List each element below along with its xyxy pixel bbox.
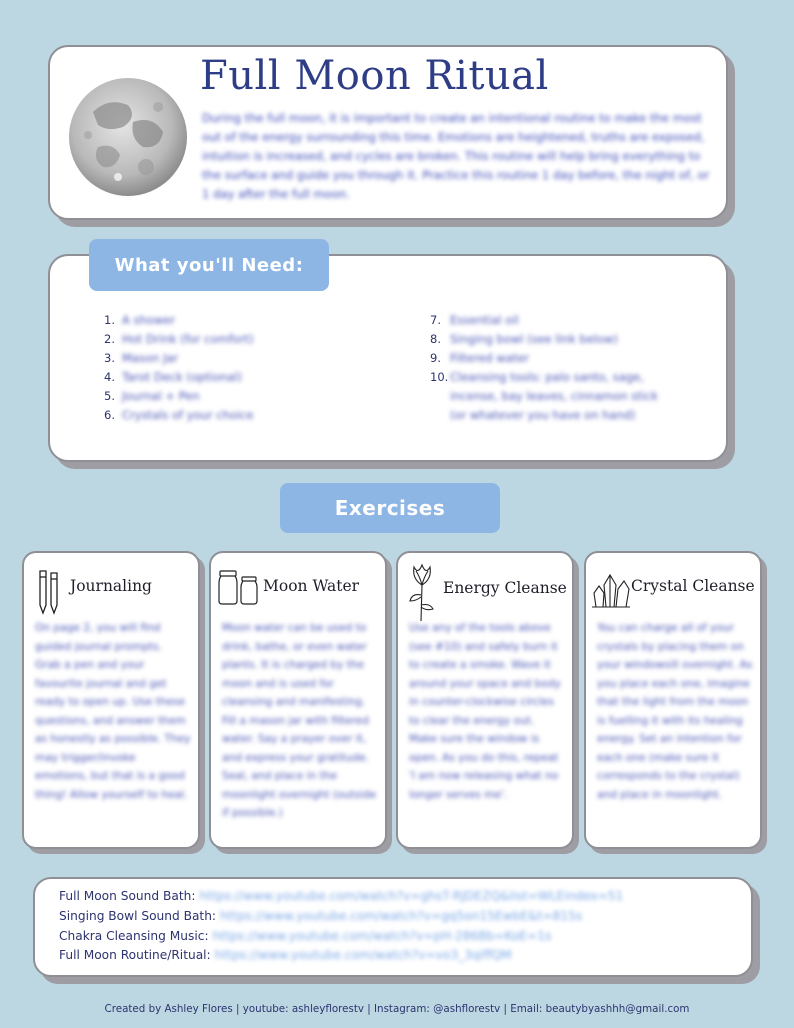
exercise-body: Moon water can be used to drink, bathe, or even water plants. It is charged by the moon and is used for cleansing and manifesting. Fill a mason jar with filtered water. Say a prayer over it, and express your gratitude. Seal, and place in the moonlight overnight (outside if possible.) [222, 622, 377, 819]
list-item: 8. Singing bowl (see link below) [430, 332, 618, 346]
exercise-title: Crystal Cleanse [631, 577, 755, 595]
link-row: Full Moon Sound Bath: https://www.youtube.com/watch?v=ghsT-RJDEZQ&list=WLEindex=51 [59, 889, 624, 903]
protea-flower-icon [406, 561, 438, 623]
list-item: 10. Cleansing tools: palo santo, sage, incense, bay leaves, cinnamon stick (or whatever you have on hand) [430, 370, 658, 422]
exercise-body: You can charge all of your crystals by placing them on your windowsill overnight. As you place each one, imagine that the light from the moon is fuelling it with its healing energy. Set an intention for each one (make sure it corresponds to the crystal) and place in moonlight. [597, 622, 753, 801]
list-item: 4. Tarot Deck (optional) [104, 370, 242, 384]
singing-bowl-link[interactable]: https://www.youtube.com/watch?v=gq5on15EwbE&t=815s [220, 909, 583, 923]
routine-ritual-link[interactable]: https://www.youtube.com/watch?v=vo3_3qiffQM [214, 948, 512, 962]
list-item: 5. Journal + Pen [104, 389, 200, 403]
header-card [48, 45, 728, 220]
needs-heading: What you'll Need: [89, 239, 329, 291]
list-item: 3. Mason Jar [104, 351, 179, 365]
crystals-icon [590, 571, 632, 609]
link-row: Chakra Cleansing Music: https://www.youtube.com/watch?v=pH-286Bb=KoE=1s [59, 929, 552, 943]
exercise-card-moon-water [209, 551, 387, 849]
exercise-title: Energy Cleanse [443, 579, 567, 597]
exercise-card-energy-cleanse [396, 551, 574, 849]
exercise-title: Moon Water [263, 577, 360, 595]
exercise-body: Use any of the tools above (see #10) and safely burn it to create a smoke. Wave it around your space and body in counter-clockwise circles to clear the energy out. Make sure the window is open. As you do this, repeat 'I am now releasing what no longer serves me'. [409, 622, 561, 801]
link-row: Full Moon Routine/Ritual: https://www.youtube.com/watch?v=vo3_3qiffQM [59, 948, 512, 962]
intro-paragraph: During the full moon, it is important to create an intentional routine to make the most out of the energy surrounding this time. Emotions are heightened, truths are exposed, intuition is increased, and cycles are broken. This routine will help bring everything to the surface and guide you through it. Practice this routine 1 day before, the night of, or 1 day after the full moon. [202, 111, 710, 201]
list-item: 2. Hot Drink (for comfort) [104, 332, 254, 346]
needs-list-left [104, 311, 404, 425]
sound-bath-link[interactable]: https://www.youtube.com/watch?v=ghsT-RJDEZQ&list=WLEindex=51 [199, 889, 624, 903]
footer-credits: Created by Ashley Flores | youtube: ashleyflorestv | Instagram: @ashflorestv | Email: beautybyashhh@gmail.com [104, 1003, 690, 1015]
mason-jars-icon [217, 567, 261, 607]
page-title: Full Moon Ritual [200, 53, 549, 99]
list-item: 1. A shower [104, 313, 176, 327]
list-item: 9. Filtered water [430, 351, 530, 365]
exercises-heading: Exercises [280, 483, 500, 533]
exercise-card-crystal-cleanse [584, 551, 762, 849]
links-card [33, 877, 753, 977]
list-item: 6. Crystals of your choice [104, 408, 254, 422]
exercise-card-journaling [22, 551, 200, 849]
exercise-title: Journaling [70, 577, 152, 595]
needs-list-right [430, 311, 665, 425]
list-item: 7. Essential oil [430, 313, 519, 327]
link-row: Singing Bowl Sound Bath: https://www.youtube.com/watch?v=gq5on15EwbE&t=815s [59, 909, 583, 923]
chakra-music-link[interactable]: https://www.youtube.com/watch?v=pH-286Bb=KoE=1s [212, 929, 552, 943]
pens-icon [36, 567, 62, 615]
full-moon-icon [68, 77, 188, 197]
exercise-body: On page 2, you will find guided journal prompts. Grab a pen and your favourite journal and get ready to open up. Use these questions, and answer them as honestly as possible. They may trigger/invoke emotions, but that is a good thing! Allow yourself to heal. [35, 622, 191, 801]
